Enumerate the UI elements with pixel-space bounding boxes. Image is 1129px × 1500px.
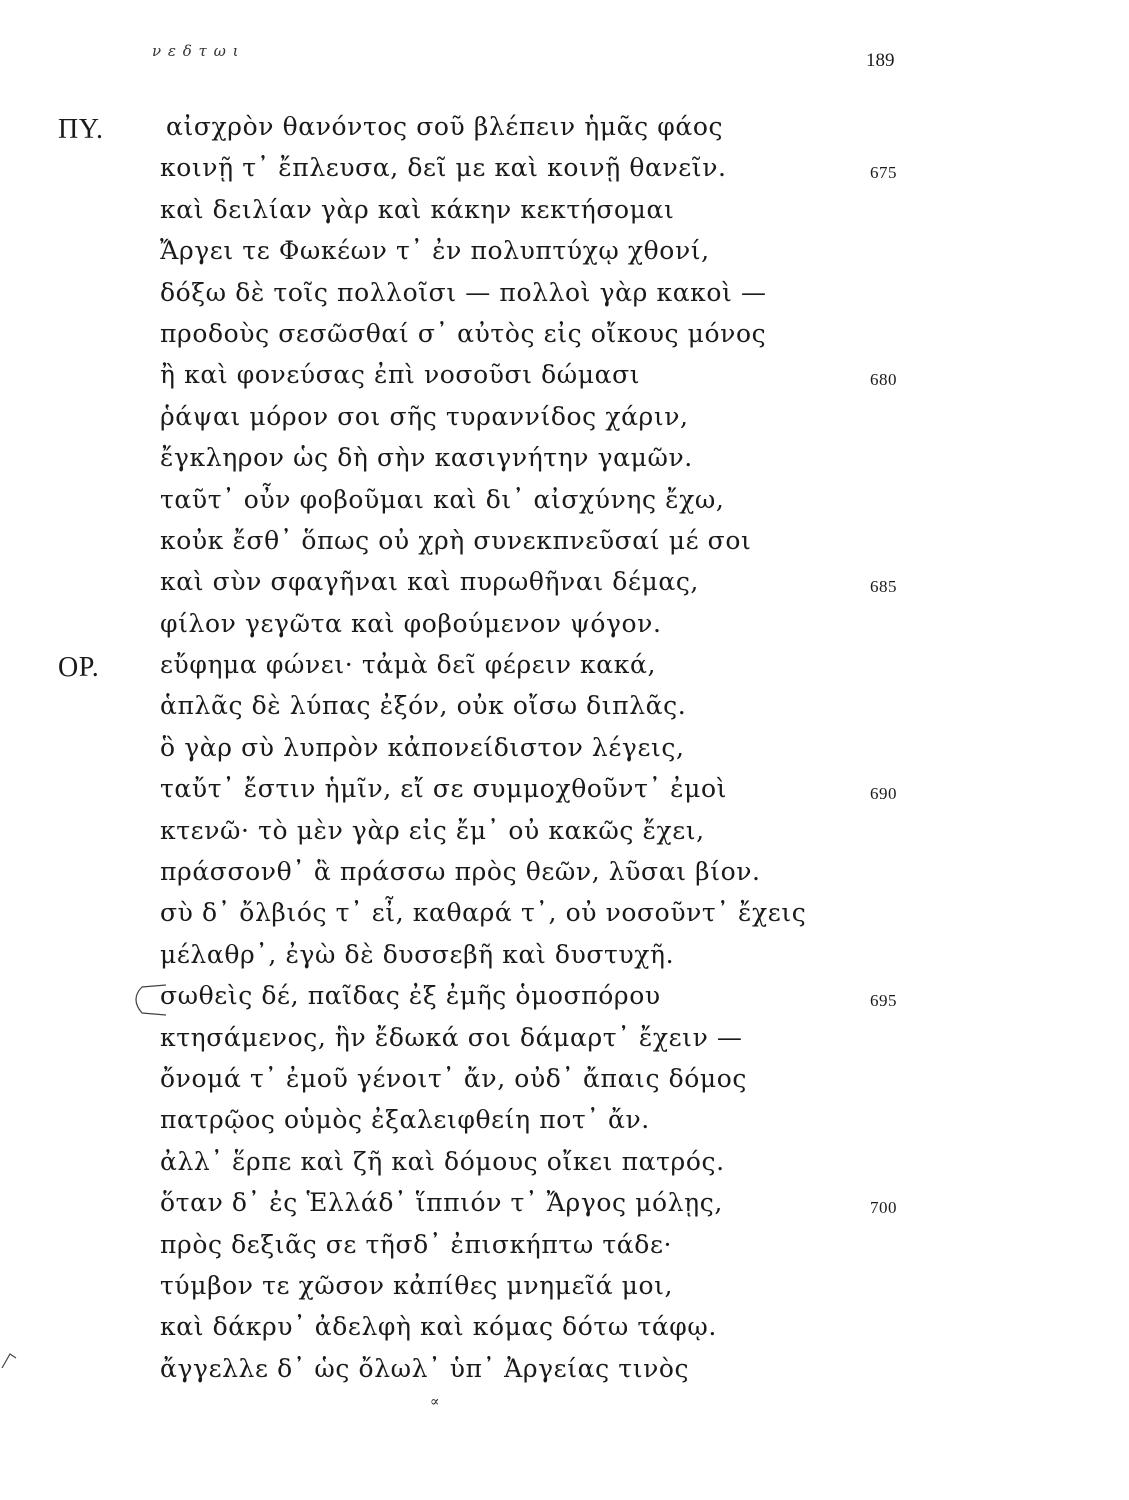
verse-text: καὶ δειλίαν γὰρ καὶ κάκην κεκτήσομαι	[160, 194, 675, 224]
verse-text: καὶ σὺν σφαγῆναι καὶ πυρωθῆναι δέμας,	[160, 567, 699, 597]
margin-tick-mark	[0, 1350, 18, 1370]
verse-text: τύμβον τε χῶσον κἀπίθες μνημεῖά μοι,	[160, 1270, 674, 1300]
verse-text: πρὸς δεξιᾶς σε τῆσδ᾽ ἐπισκήπτω τάδε·	[160, 1229, 673, 1259]
verse-line	[0, 1354, 1129, 1395]
verse-text: φίλον γεγῶτα καὶ φοβούμενον ψόγον.	[160, 608, 662, 638]
verse-text: ῥάψαι μόρον σοι σῆς τυραννίδος χάριν,	[160, 401, 689, 431]
verse-text: αἰσχρὸν θανόντος σοῦ βλέπειν ἡμᾶς φάος	[166, 112, 724, 141]
line-number: 680	[870, 370, 897, 390]
verse-text: ὄνομά τ᾽ ἐμοῦ γένοιτ᾽ ἄν, οὐδ᾽ ἄπαις δόμος	[160, 1063, 748, 1093]
verse-text: Ἄργει τε Φωκέων τ᾽ ἐν πολυπτύχῳ χθονί,	[160, 236, 710, 266]
verse-text: σὺ δ᾽ ὄλβιός τ᾽ εἶ, καθαρά τ᾽, οὐ νοσοῦντ᾽ ἔχεις	[160, 898, 807, 928]
verse-line	[0, 1230, 1129, 1271]
verse-text: κοὐκ ἔσθ᾽ ὅπως οὐ χρὴ συνεκπνεῦσαί μέ σοι	[160, 525, 752, 555]
margin-bracket-mark	[128, 983, 168, 1017]
line-number: 690	[870, 784, 897, 804]
verse-text: ταὔτ᾽ ἔστιν ἡμῖν, εἴ σε συμμοχθοῦντ᾽ ἐμοὶ	[160, 774, 728, 804]
line-number: 685	[870, 577, 897, 597]
verse-line	[0, 1312, 1129, 1353]
verse-line	[0, 940, 1129, 981]
verse-text: ἀλλ᾽ ἕρπε καὶ ζῆ καὶ δόμους οἴκει πατρός.	[160, 1146, 725, 1176]
speaker-label: ΟΡ.	[58, 652, 100, 684]
page-number: 189	[866, 50, 895, 71]
speaker-label: ΠΥ.	[58, 114, 104, 145]
verse-line	[0, 1064, 1129, 1105]
verse-text: ἔγκληρον ὡς δὴ σὴν κασιγνήτην γαμῶν.	[160, 443, 693, 473]
verse-line	[0, 774, 1129, 815]
verse-line	[0, 1105, 1129, 1146]
verse-line	[0, 898, 1129, 939]
verse-line	[0, 1147, 1129, 1188]
footer-mark: ∝	[430, 1394, 440, 1410]
verse-text: κοινῇ τ᾽ ἔπλευσα, δεῖ με καὶ κοινῇ θανεῖν.	[160, 153, 727, 183]
verse-text: κτησάμενος, ἣν ἔδωκά σοι δάμαρτ᾽ ἔχειν —	[160, 1022, 743, 1052]
verse-text: ταῦτ᾽ οὖν φοβοῦμαι καὶ δι᾽ αἰσχύνης ἔχω,	[160, 484, 725, 514]
verse-text: ἄγγελλε δ᾽ ὡς ὄλωλ᾽ ὑπ᾽ Ἀργείας τινὸς	[160, 1353, 690, 1383]
verse-block	[0, 112, 1129, 1395]
verse-line	[0, 485, 1129, 526]
verse-line	[0, 1023, 1129, 1064]
verse-line	[0, 236, 1129, 277]
verse-text: πράσσονθ᾽ ἃ πράσσω πρὸς θεῶν, λῦσαι βίον.	[160, 857, 761, 887]
verse-line	[0, 691, 1129, 732]
verse-line	[0, 195, 1129, 236]
verse-line	[0, 981, 1129, 1022]
verse-text: προδοὺς σεσῶσθαί σ᾽ αὐτὸς εἰς οἴκους μόνος	[160, 318, 767, 348]
verse-line	[0, 443, 1129, 484]
verse-line	[0, 360, 1129, 401]
verse-text: μέλαθρ᾽, ἐγὼ δὲ δυσσεβῆ καὶ δυστυχῆ.	[160, 939, 675, 969]
verse-line	[0, 816, 1129, 857]
verse-line	[0, 402, 1129, 443]
verse-line	[0, 153, 1129, 194]
verse-text: ὅταν δ᾽ ἐς Ἑλλάδ᾽ ἵππιόν τ᾽ Ἄργος μόλῃς,	[160, 1188, 723, 1218]
verse-line	[0, 1271, 1129, 1312]
verse-line	[0, 567, 1129, 608]
verse-line	[0, 650, 1129, 691]
verse-line	[0, 319, 1129, 360]
verse-line	[0, 733, 1129, 774]
verse-text: ὃ γὰρ σὺ λυπρὸν κἀπονείδιστον λέγεις,	[160, 732, 685, 762]
verse-text: εὔφημα φώνει· τἀμὰ δεῖ φέρειν κακά,	[160, 650, 656, 680]
verse-line	[0, 609, 1129, 650]
verse-text: σωθεὶς δέ, παῖδας ἐξ ἐμῆς ὁμοσπόρου	[160, 981, 661, 1011]
page-annotation: ν ε δ τ ω ι	[152, 42, 240, 60]
verse-text: ἢ καὶ φονεύσας ἐπὶ νοσοῦσι δώμασι	[160, 360, 641, 390]
verse-line	[0, 857, 1129, 898]
verse-line	[0, 112, 1129, 153]
verse-text: καὶ δάκρυ᾽ ἀδελφὴ καὶ κόμας δότω τάφῳ.	[160, 1312, 717, 1342]
verse-text: δόξω δὲ τοῖς πολλοῖσι — πολλοὶ γὰρ κακοὶ —	[160, 277, 767, 307]
verse-text: πατρῷος οὑμὸς ἐξαλειφθείη ποτ᾽ ἄν.	[160, 1105, 650, 1135]
line-number: 700	[870, 1198, 897, 1218]
verse-text: ἁπλᾶς δὲ λύπας ἐξόν, οὐκ οἴσω διπλᾶς.	[160, 691, 687, 721]
verse-line	[0, 526, 1129, 567]
line-number: 695	[870, 991, 897, 1011]
verse-text: κτενῶ· τὸ μὲν γὰρ εἰς ἔμ᾽ οὐ κακῶς ἔχει,	[160, 815, 705, 845]
line-number: 675	[870, 163, 897, 183]
verse-line	[0, 278, 1129, 319]
verse-line	[0, 1188, 1129, 1229]
